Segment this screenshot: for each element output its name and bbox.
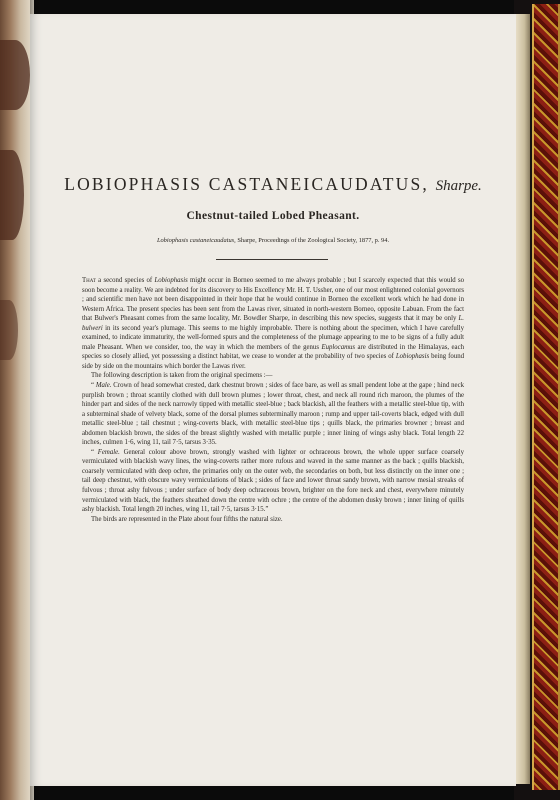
text-run: being found side by side on the mountains which border the Lawas river.: [82, 353, 464, 370]
common-name: Chestnut-tailed Lobed Pheasant.: [186, 210, 360, 222]
paragraph-description-intro: The following description is taken from the original specimens :—: [91, 372, 273, 380]
paragraph-male-description: [82, 381, 464, 448]
genus-name: Lobiophasis: [154, 277, 188, 284]
paragraph-introduction: [82, 276, 464, 371]
species-title: [30, 174, 516, 195]
plate-feather-shape: [0, 40, 30, 110]
species-title-name: LOBIOPHASIS CASTANEICAUDATUS,: [64, 174, 429, 194]
species-name: L. bulweri: [82, 315, 464, 332]
drop-word: That: [82, 277, 96, 284]
quote-mark: “: [91, 382, 96, 390]
reference-species: Lobiophasis castaneicaudatus,: [156, 237, 236, 244]
plate-feather-shape: [0, 150, 24, 240]
text-run: General colour above brown, strongly washed with lighter or ochraceous brown, the whole upper surface coarsely vermiculated with blackish wavy lines, the wing-coverts rather more rufous and waved in the same manner as the back ; quills blackish, coarsely vermiculated with deep ochre, the primaries only on the outer web, the secondaries on both, but less distinctly on the inner one ; tail deep chestnut, with obscure wavy vermiculations of black ; sides of face and lower throat sandy brown, with narrow mesial streaks of fulvous ; throat ashy fulvous ; under surface of body deep ochraceous brown, brighter on the fore neck and chest, everywhere minutely vermiculated with black, the feathers sheathed down the centre with ochre ; the centre of the abdomen dusky brown ; inner lining of quills ashy blackish. Total length 20 inches, wing 11, tail 7·5, tarsus 3·15.”: [82, 448, 464, 514]
text-run: a second species of: [95, 277, 155, 284]
species-authority: Sharpe.: [435, 178, 482, 194]
text-run: in its second year's plumage. This seems to me highly improbable. There is nothing about the specimen, which I have carefully examined, to indicate immaturity, the well-formed spurs and the completeness of the plumage appearing to me to be signs of a fully adult male Pheasant. When we consider, too, the way in which the members of the genus: [82, 324, 464, 351]
genus-name: Lobiophasis: [395, 353, 430, 361]
page-edges: [516, 14, 530, 784]
description-body: [82, 276, 464, 524]
sex-label: Male.: [95, 382, 112, 390]
paragraph-plate-note: The birds are represented in the Plate about four fifths the natural size.: [91, 515, 283, 523]
text-run: might occur in Borneo seemed to me always probable ; but I scarcely expected that this would so soon become a reality. We are indebted for its discovery to His Excellency Mr. H. T. Ussher, one of our most enlightened colonial governors ; and scientific men have not been disappointed in their hope that he would continue in Borneo the excellent work which he had done in Western Africa. The present species has been sent from the Lawas river, situated in north-western Borneo, opposite Labuan. From the fact that Bulwer's Pheasant comes from the same locality, Mr. Bowdler Sharpe, in describing this new species, suggests that it may be only: [82, 277, 464, 323]
reference-source: Sharpe, Proceedings of the Zoological Society, 1877, p. 94.: [235, 237, 390, 244]
reference-citation: [30, 237, 516, 244]
paragraph-female-description: [82, 448, 464, 515]
quote-mark: “: [91, 448, 98, 456]
book-binding: [514, 0, 560, 800]
decorated-spine: [532, 4, 560, 790]
book-page: [30, 14, 516, 786]
genus-name: Euplocamus: [321, 343, 356, 351]
left-page-illustration-edge: [0, 0, 34, 800]
plate-feather-shape: [0, 300, 18, 360]
sex-label: Female.: [97, 448, 120, 456]
text-run: are distributed in the Himalayas, each species so closely allied, yet possessing a distinct habitat, we cease to wonder at the probability of two species of: [82, 343, 464, 361]
text-run: Crown of head somewhat crested, dark chestnut brown ; sides of face bare, as well as small pendent lobe at the gape ; hind neck purplish brown ; throat scantily clothed with dull brown plumes ; lower throat, chest, and neck all round rich maroon, the plumes of the hinder part and sides of the neck narrowly tipped with metallic steel-blue ; back blackish, all the feathers with a metallic steel-blue tip, with a subterminal shade of velvety black, some of the dorsal plumes subterminally maroon ; rump and upper tail-coverts black, edged with dull metallic steel-blue ; tail chestnut ; wing-coverts black, with metallic steel-blue tips ; quills black, the primaries browner ; breast and abdomen blackish brown, the sides of the breast slightly washed with metallic purple ; inner lining of wings ashy black. Total length 22 inches, culmen 1·6, wing 11, tail 7·5, tarsus 3·35.: [82, 382, 464, 447]
divider-rule: [216, 259, 328, 260]
